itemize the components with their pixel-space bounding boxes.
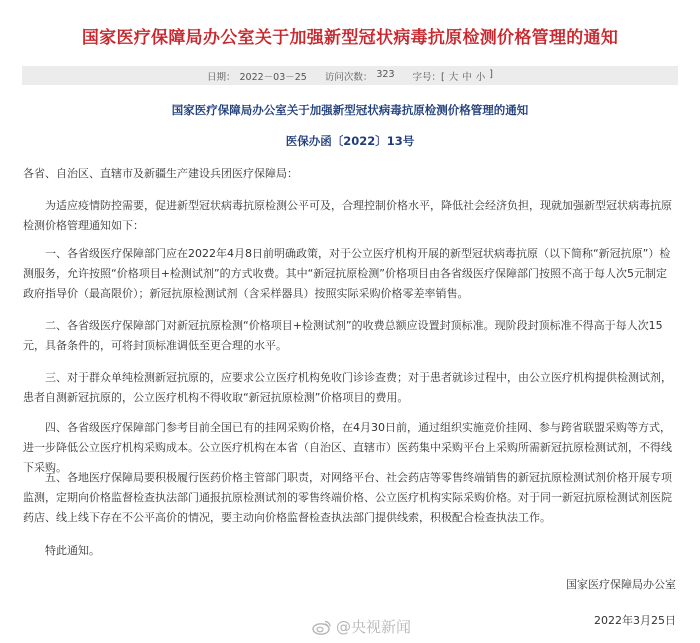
visit-count [325,69,395,83]
paragraph-3: 三、对于群众单纯检测新冠抗原的，应要求公立医疗机构免收门诊诊查费；对于患者就诊过程中，由公立医疗机构提供检测试剂，患者自测新冠抗原的，公立医疗机构不得收取“新冠抗原检测”价格项目的费用。 [23,371,672,404]
signature-organization: 国家医疗保障局办公室 [566,578,676,591]
publish-date [207,69,307,83]
date-label: 日期： [206,71,236,83]
salutation: 各省、自治区、直辖市及新疆生产建设兵团医疗保障局： [23,167,298,180]
font-size-small-button[interactable]: 小 [475,71,486,83]
meta-bar [22,66,678,85]
paragraph-2: 二、各省级医疗保障部门对新冠抗原检测“价格项目+检测试剂”的收费总额应设置封顶标准。现阶段封顶标准不得高于每人次15元，具备条件的，可将封顶标准调低至更合理的水平。 [23,319,663,352]
visits-value: 323 [376,68,395,80]
document-title: 国家医疗保障局办公室关于加强新型冠状病毒抗原检测价格管理的通知 [171,103,529,117]
visits-label: 访问次数： [324,71,373,83]
date-value: 2022－03－25 [239,71,307,83]
page-title: 国家医疗保障局办公室关于加强新型冠状病毒抗原检测价格管理的通知 [81,28,619,48]
paragraph-4: 四、各省级医疗保障部门参考目前全国已有的挂网采购价格，在4月30日前，通过组织实施竞价挂网、参与跨省联盟采购等方式，进一步降低公立医疗机构采购成本。公立医疗机构在本省（自治区、直辖市）医药集中采购平台上采购所需新冠抗原检测试剂，不得线下采购。 [23,421,672,474]
font-size-medium-button[interactable]: 中 [462,71,472,83]
font-size-bracket: ] [489,68,493,80]
watermark [312,616,411,637]
font-size-selector [413,69,493,83]
paragraph-intro: 为适应疫情防控需要，促进新型冠状病毒抗原检测公平可及，合理控制价格水平，降低社会经济负担，现就加强新型冠状病毒抗原检测价格管理通知如下： [23,199,672,232]
signature-date: 2022年3月25日 [594,614,676,627]
paragraph-1: 一、各省级医疗保障部门应在2022年4月8日前明确政策，对于公立医疗机构开展的新型冠状病毒抗原（以下简称“新冠抗原”）检测服务，允许按照“价格项目+检测试剂”的方式收费。其中“新冠抗原检测”价格项目由各省级医疗保障部门按照不高于每人次5元制定政府指导价（最高限价）；新冠抗原检测试剂（含采样器具）按照实际采购价格零差率销售。 [23,247,671,300]
closing-text: 特此通知。 [45,544,100,557]
weibo-icon [312,619,332,635]
document-number: 医保办函〔2022〕13号 [285,134,415,148]
paragraph-5: 五、各地医疗保障局要积极履行医药价格主管部门职责，对网络平台、社会药店等零售终端销售的新冠抗原检测试剂价格开展专项监测，定期向价格监督检查执法部门通报抗原检测试剂的零售终端价格、公立医疗机构实际采购价格。对于同一新冠抗原检测试剂医院药店、线上线下存在不公平高价的情况，要主动向价格监督检查执法部门提供线索，积极配合检查执法工作。 [23,471,672,524]
font-size-label: 字号：[ [412,71,445,83]
font-size-large-button[interactable]: 大 [448,71,459,83]
watermark-text: @央视新闻 [336,618,412,636]
